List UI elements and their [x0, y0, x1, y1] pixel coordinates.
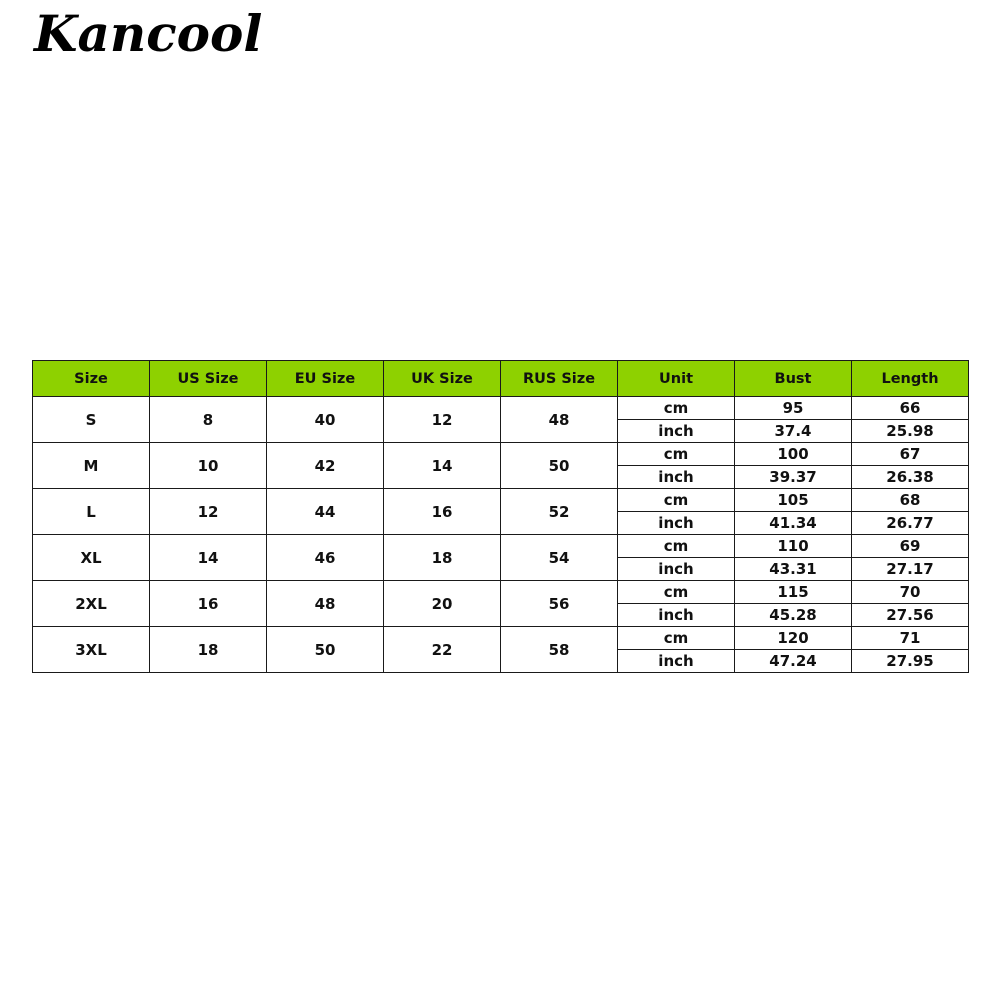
- table-header-row: [33, 361, 969, 397]
- eu-size-cell: 42: [267, 443, 384, 489]
- bust-cell: 120: [735, 627, 852, 650]
- us-size-cell: 10: [150, 443, 267, 489]
- table-row: [33, 397, 969, 420]
- unit-cell: cm: [618, 443, 735, 466]
- unit-cell: inch: [618, 466, 735, 489]
- rus-size-cell: 48: [501, 397, 618, 443]
- header-length: Length: [852, 361, 969, 397]
- rus-size-cell: 56: [501, 581, 618, 627]
- eu-size-cell: 50: [267, 627, 384, 673]
- bust-cell: 115: [735, 581, 852, 604]
- uk-size-cell: 12: [384, 397, 501, 443]
- us-size-cell: 12: [150, 489, 267, 535]
- size-cell: XL: [33, 535, 150, 581]
- length-cell: 25.98: [852, 420, 969, 443]
- rus-size-cell: 58: [501, 627, 618, 673]
- bust-cell: 43.31: [735, 558, 852, 581]
- unit-cell: inch: [618, 420, 735, 443]
- us-size-cell: 8: [150, 397, 267, 443]
- header-size: Size: [33, 361, 150, 397]
- bust-cell: 105: [735, 489, 852, 512]
- header-eu-size: EU Size: [267, 361, 384, 397]
- unit-cell: cm: [618, 397, 735, 420]
- length-cell: 26.38: [852, 466, 969, 489]
- rus-size-cell: 52: [501, 489, 618, 535]
- bust-cell: 100: [735, 443, 852, 466]
- eu-size-cell: 46: [267, 535, 384, 581]
- unit-cell: inch: [618, 604, 735, 627]
- unit-cell: cm: [618, 627, 735, 650]
- length-cell: 70: [852, 581, 969, 604]
- size-cell: S: [33, 397, 150, 443]
- rus-size-cell: 50: [501, 443, 618, 489]
- header-rus-size: RUS Size: [501, 361, 618, 397]
- eu-size-cell: 48: [267, 581, 384, 627]
- bust-cell: 41.34: [735, 512, 852, 535]
- size-cell: M: [33, 443, 150, 489]
- us-size-cell: 16: [150, 581, 267, 627]
- length-cell: 27.56: [852, 604, 969, 627]
- header-bust: Bust: [735, 361, 852, 397]
- bust-cell: 110: [735, 535, 852, 558]
- table-row: [33, 535, 969, 558]
- uk-size-cell: 18: [384, 535, 501, 581]
- length-cell: 71: [852, 627, 969, 650]
- length-cell: 68: [852, 489, 969, 512]
- eu-size-cell: 44: [267, 489, 384, 535]
- unit-cell: inch: [618, 650, 735, 673]
- length-cell: 67: [852, 443, 969, 466]
- size-cell: L: [33, 489, 150, 535]
- header-unit: Unit: [618, 361, 735, 397]
- unit-cell: inch: [618, 558, 735, 581]
- bust-cell: 47.24: [735, 650, 852, 673]
- size-cell: 2XL: [33, 581, 150, 627]
- us-size-cell: 18: [150, 627, 267, 673]
- length-cell: 26.77: [852, 512, 969, 535]
- size-chart-table: [32, 360, 969, 673]
- uk-size-cell: 14: [384, 443, 501, 489]
- header-uk-size: UK Size: [384, 361, 501, 397]
- length-cell: 27.17: [852, 558, 969, 581]
- unit-cell: cm: [618, 581, 735, 604]
- bust-cell: 95: [735, 397, 852, 420]
- unit-cell: inch: [618, 512, 735, 535]
- length-cell: 66: [852, 397, 969, 420]
- brand-logo: Kancool: [34, 4, 263, 63]
- table-row: [33, 627, 969, 650]
- uk-size-cell: 16: [384, 489, 501, 535]
- uk-size-cell: 20: [384, 581, 501, 627]
- length-cell: 69: [852, 535, 969, 558]
- header-us-size: US Size: [150, 361, 267, 397]
- length-cell: 27.95: [852, 650, 969, 673]
- rus-size-cell: 54: [501, 535, 618, 581]
- bust-cell: 37.4: [735, 420, 852, 443]
- unit-cell: cm: [618, 535, 735, 558]
- eu-size-cell: 40: [267, 397, 384, 443]
- bust-cell: 39.37: [735, 466, 852, 489]
- bust-cell: 45.28: [735, 604, 852, 627]
- uk-size-cell: 22: [384, 627, 501, 673]
- table-row: [33, 489, 969, 512]
- table-row: [33, 581, 969, 604]
- us-size-cell: 14: [150, 535, 267, 581]
- table-row: [33, 443, 969, 466]
- unit-cell: cm: [618, 489, 735, 512]
- size-cell: 3XL: [33, 627, 150, 673]
